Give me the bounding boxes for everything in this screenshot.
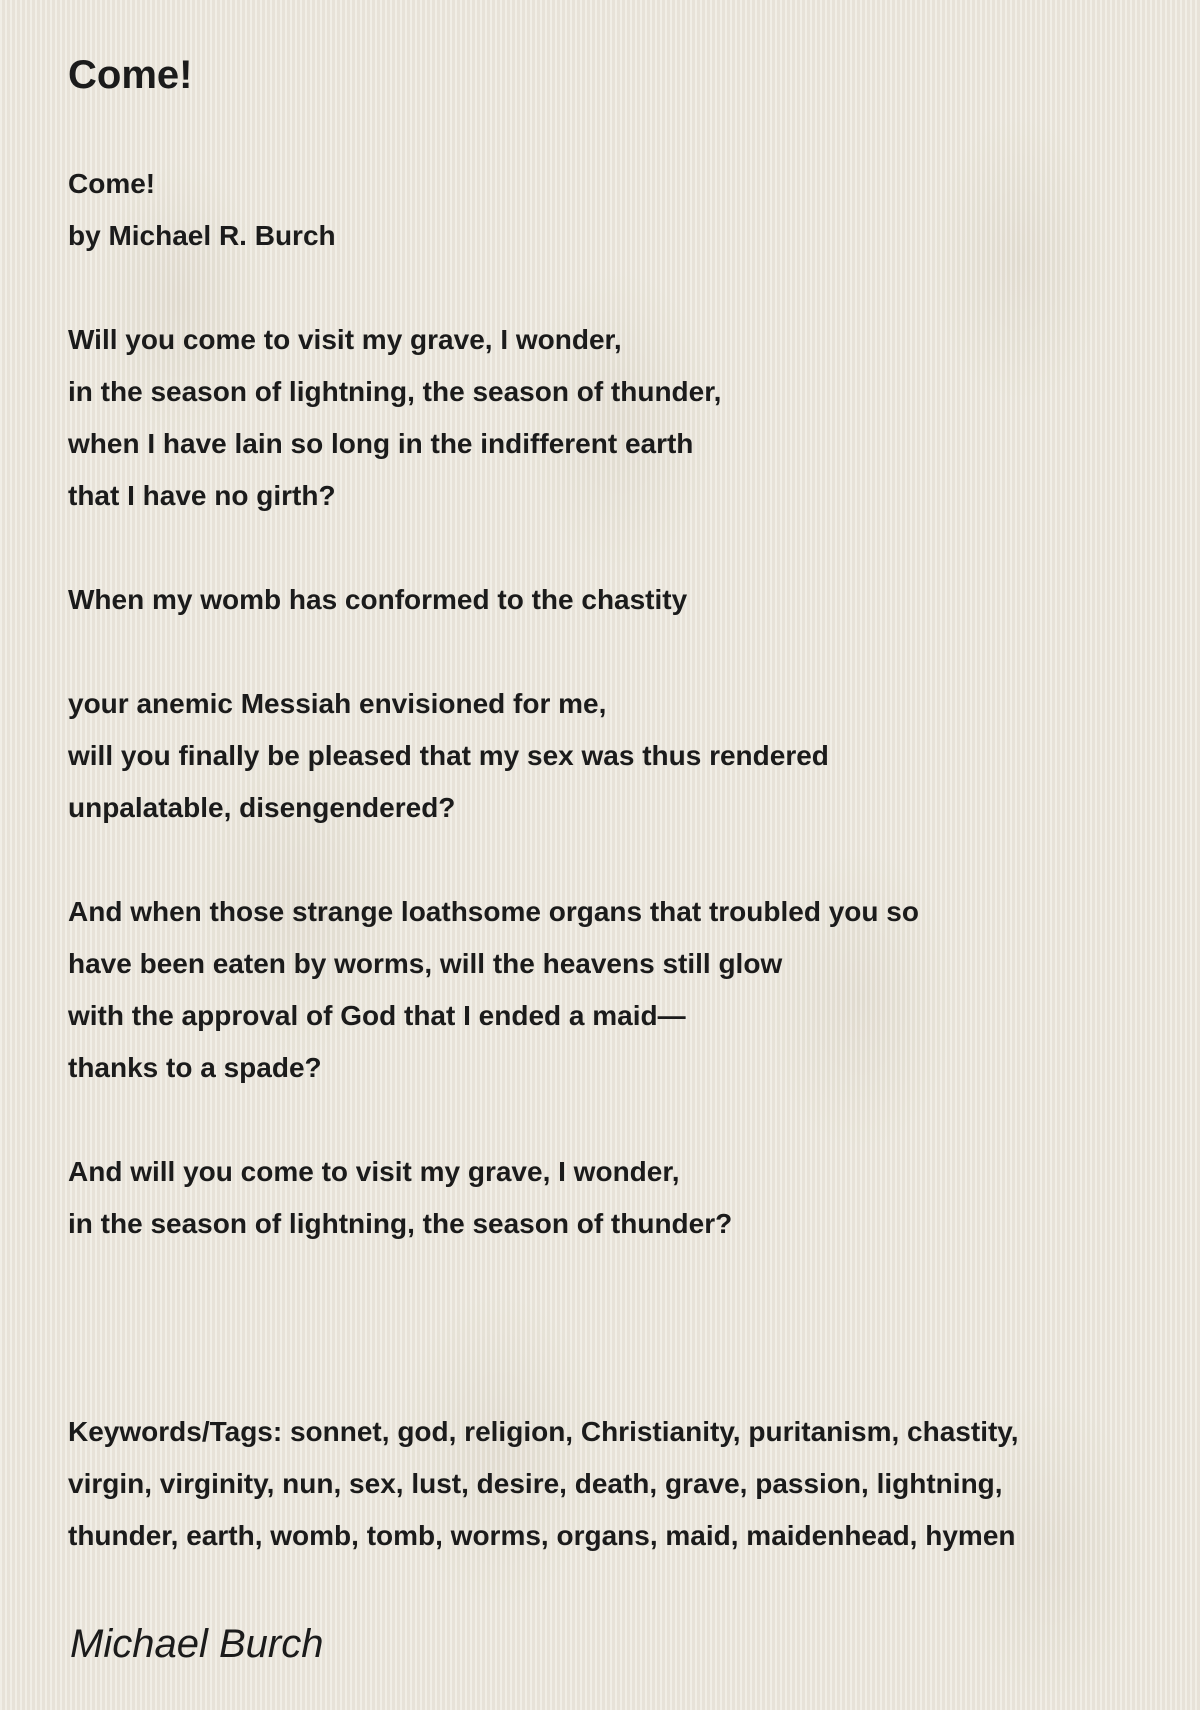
keywords-tags: Keywords/Tags: sonnet, god, religion, Christianity, puritanism, chastity, virgin, virginity, nun, sex, lust, desire, death, grave, passion, lightning, thunder, earth, womb, tomb, worms, organs, maid, maidenhead, hymen — [68, 1416, 1019, 1551]
stanza-break — [68, 1354, 1148, 1406]
poem-line: in the season of lightning, the season of thunder? — [68, 1208, 733, 1239]
page-title: Come! — [68, 53, 193, 97]
poem-body — [68, 158, 1148, 1562]
poem-line: in the season of lightning, the season of thunder, — [68, 376, 722, 407]
poem-line: thanks to a spade? — [68, 1052, 322, 1083]
stanza-break — [68, 834, 1148, 886]
poem-heading: Come! — [68, 168, 156, 199]
poem-line: unpalatable, disengendered? — [68, 792, 456, 823]
poem-line: When my womb has conformed to the chastity — [68, 584, 688, 615]
poem-line: have been eaten by worms, will the heavens still glow — [68, 948, 783, 979]
poem-line: that I have no girth? — [68, 480, 336, 511]
poem-line: And when those strange loathsome organs that troubled you so — [68, 896, 919, 927]
stanza-break — [68, 1094, 1148, 1146]
poem-line: And will you come to visit my grave, I wonder, — [68, 1156, 680, 1187]
poem-line: will you finally be pleased that my sex was thus rendered — [68, 740, 829, 771]
stanza-break — [68, 1302, 1148, 1354]
poem-line: with the approval of God that I ended a maid— — [68, 1000, 686, 1031]
poem-line: your anemic Messiah envisioned for me, — [68, 688, 607, 719]
stanza-break — [68, 626, 1148, 678]
author-signature: Michael Burch — [70, 1622, 324, 1666]
poem-line: when I have lain so long in the indifferent earth — [68, 428, 694, 459]
stanza-break — [68, 522, 1148, 574]
stanza-break — [68, 1250, 1148, 1302]
stanza-break — [68, 262, 1148, 314]
poem-byline: by Michael R. Burch — [68, 220, 336, 251]
poem-line: Will you come to visit my grave, I wonder, — [68, 324, 622, 355]
poem-page — [68, 40, 1148, 1674]
